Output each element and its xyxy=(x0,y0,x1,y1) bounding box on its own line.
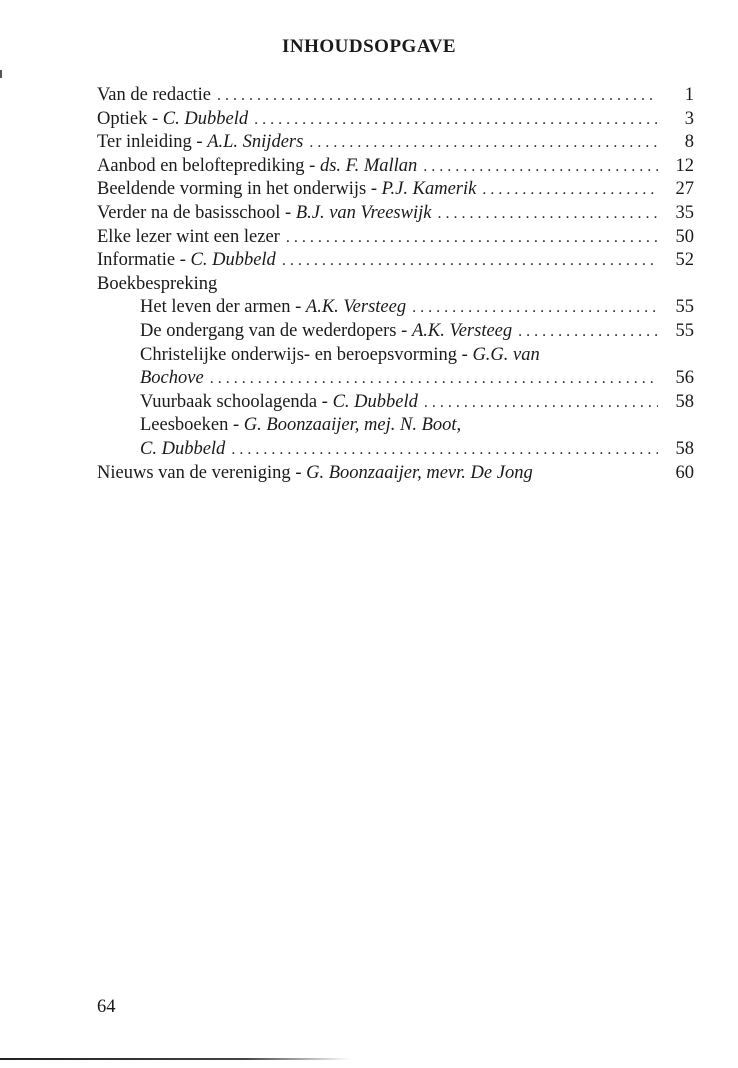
entry-title: Het leven der armen xyxy=(140,297,291,318)
entry-page: 55 xyxy=(675,297,694,318)
dot-leader xyxy=(412,296,658,320)
entry-separator: - xyxy=(290,462,307,483)
toc-entry-leesboeken[interactable] xyxy=(97,414,694,438)
entry-separator: - xyxy=(396,320,412,341)
entry-separator: - xyxy=(317,391,333,412)
entry-author: C. Dubbeld xyxy=(140,438,226,459)
dot-leader xyxy=(423,155,658,179)
entry-author: ds. F. Mallan xyxy=(319,155,418,176)
toc-entry-vuurbaak-schoolagenda[interactable] xyxy=(97,391,694,415)
entry-title: Ter inleiding xyxy=(97,132,192,153)
entry-page: 35 xyxy=(675,202,694,223)
entry-author: C. Dubbeld xyxy=(190,250,276,271)
entry-author: G.G. van xyxy=(472,344,540,365)
entry-separator: - xyxy=(280,202,296,223)
dot-leader xyxy=(309,131,658,155)
entry-author: G. Boonzaaijer, mevr. De Jong xyxy=(306,462,533,483)
dot-leader xyxy=(518,320,658,344)
entry-title: De ondergang van de wederdopers xyxy=(140,320,397,341)
entry-separator: - xyxy=(228,415,244,436)
entry-page: 12 xyxy=(675,155,694,176)
entry-page: 1 xyxy=(684,85,694,105)
entry-page: 56 xyxy=(675,368,694,389)
dot-leader xyxy=(286,226,658,250)
entry-title: Verder na de basisschool xyxy=(97,202,281,223)
entry-title: Leesboeken xyxy=(140,415,229,436)
toc-entry-verder-na-de-basisschool[interactable] xyxy=(97,202,694,226)
dot-leader xyxy=(482,178,658,202)
toc-entry-de-ondergang[interactable] xyxy=(97,320,694,344)
entry-title: Van de redactie xyxy=(97,85,212,105)
entry-title: Informatie xyxy=(97,250,176,271)
entry-separator: - xyxy=(175,250,191,271)
entry-title: Optiek xyxy=(97,108,148,129)
entry-separator: - xyxy=(191,132,208,153)
entry-author: A.L. Snijders xyxy=(207,132,304,153)
entry-title: Elke lezer wint een lezer xyxy=(97,226,280,247)
toc-entry-nieuws-van-de-vereniging[interactable] xyxy=(97,462,694,486)
entry-separator: - xyxy=(366,179,382,200)
entry-author: C. Dubbeld xyxy=(162,108,249,129)
toc-entry-beeldende-vorming[interactable] xyxy=(97,178,694,202)
toc-entry-optiek[interactable] xyxy=(97,108,694,132)
page-title: INHOUDSOPGAVE xyxy=(281,36,456,57)
entry-author: P.J. Kamerik xyxy=(381,179,477,200)
section-heading: Boekbespreking xyxy=(97,273,218,294)
dot-leader xyxy=(217,84,658,108)
toc-entry-leesboeken-cont[interactable] xyxy=(97,438,694,462)
entry-page: 3 xyxy=(684,108,694,129)
entry-separator: - xyxy=(147,108,163,129)
toc-entry-ter-inleiding[interactable] xyxy=(97,131,694,155)
toc-entry-informatie[interactable] xyxy=(97,249,694,273)
toc-section-boekbespreking xyxy=(97,273,694,297)
bottom-rule xyxy=(0,1058,350,1060)
entry-page: 52 xyxy=(675,250,694,271)
toc-entry-christelijke-onderwijs[interactable] xyxy=(97,344,694,368)
entry-author: A.K. Versteeg xyxy=(305,297,407,318)
dot-leader xyxy=(424,391,658,415)
entry-page: 58 xyxy=(675,391,694,412)
entry-separator: - xyxy=(304,155,320,176)
toc-entry-christelijke-onderwijs-cont[interactable] xyxy=(97,367,694,391)
entry-title: Beeldende vorming in het onderwijs xyxy=(97,179,367,200)
entry-author: Bochove xyxy=(140,368,204,389)
entry-page: 60 xyxy=(675,462,694,483)
entry-separator: - xyxy=(457,344,473,365)
entry-page: 8 xyxy=(684,132,694,153)
entry-author: B.J. van Vreeswijk xyxy=(295,202,432,223)
toc-entry-van-de-redactie[interactable] xyxy=(97,84,694,108)
entry-title: Aanbod en belofteprediking xyxy=(97,155,305,176)
toc-entry-aanbod[interactable] xyxy=(97,155,694,179)
dot-leader xyxy=(210,367,658,391)
toc-entry-elke-lezer[interactable] xyxy=(97,226,694,250)
entry-title: Nieuws van de vereniging xyxy=(97,462,291,483)
entry-separator: - xyxy=(290,297,306,318)
entry-title: Christelijke onderwijs- en beroepsvorming xyxy=(140,344,458,365)
entry-page: 58 xyxy=(675,438,694,459)
scan-edge-mark xyxy=(0,70,2,78)
dot-leader xyxy=(282,249,658,273)
dot-leader xyxy=(254,108,658,132)
entry-page: 50 xyxy=(675,226,694,247)
dot-leader xyxy=(231,438,658,462)
page-number: 64 xyxy=(97,997,116,1017)
dot-leader xyxy=(437,202,658,226)
entry-author: A.K. Versteeg xyxy=(411,320,513,341)
entry-author: C. Dubbeld xyxy=(332,391,418,412)
entry-author: G. Boonzaaijer, mej. N. Boot, xyxy=(243,415,462,436)
table-of-contents xyxy=(97,84,694,485)
toc-entry-het-leven-der-armen[interactable] xyxy=(97,296,694,320)
entry-page: 55 xyxy=(675,320,694,341)
entry-title: Vuurbaak schoolagenda xyxy=(140,391,318,412)
entry-page: 27 xyxy=(675,179,694,200)
